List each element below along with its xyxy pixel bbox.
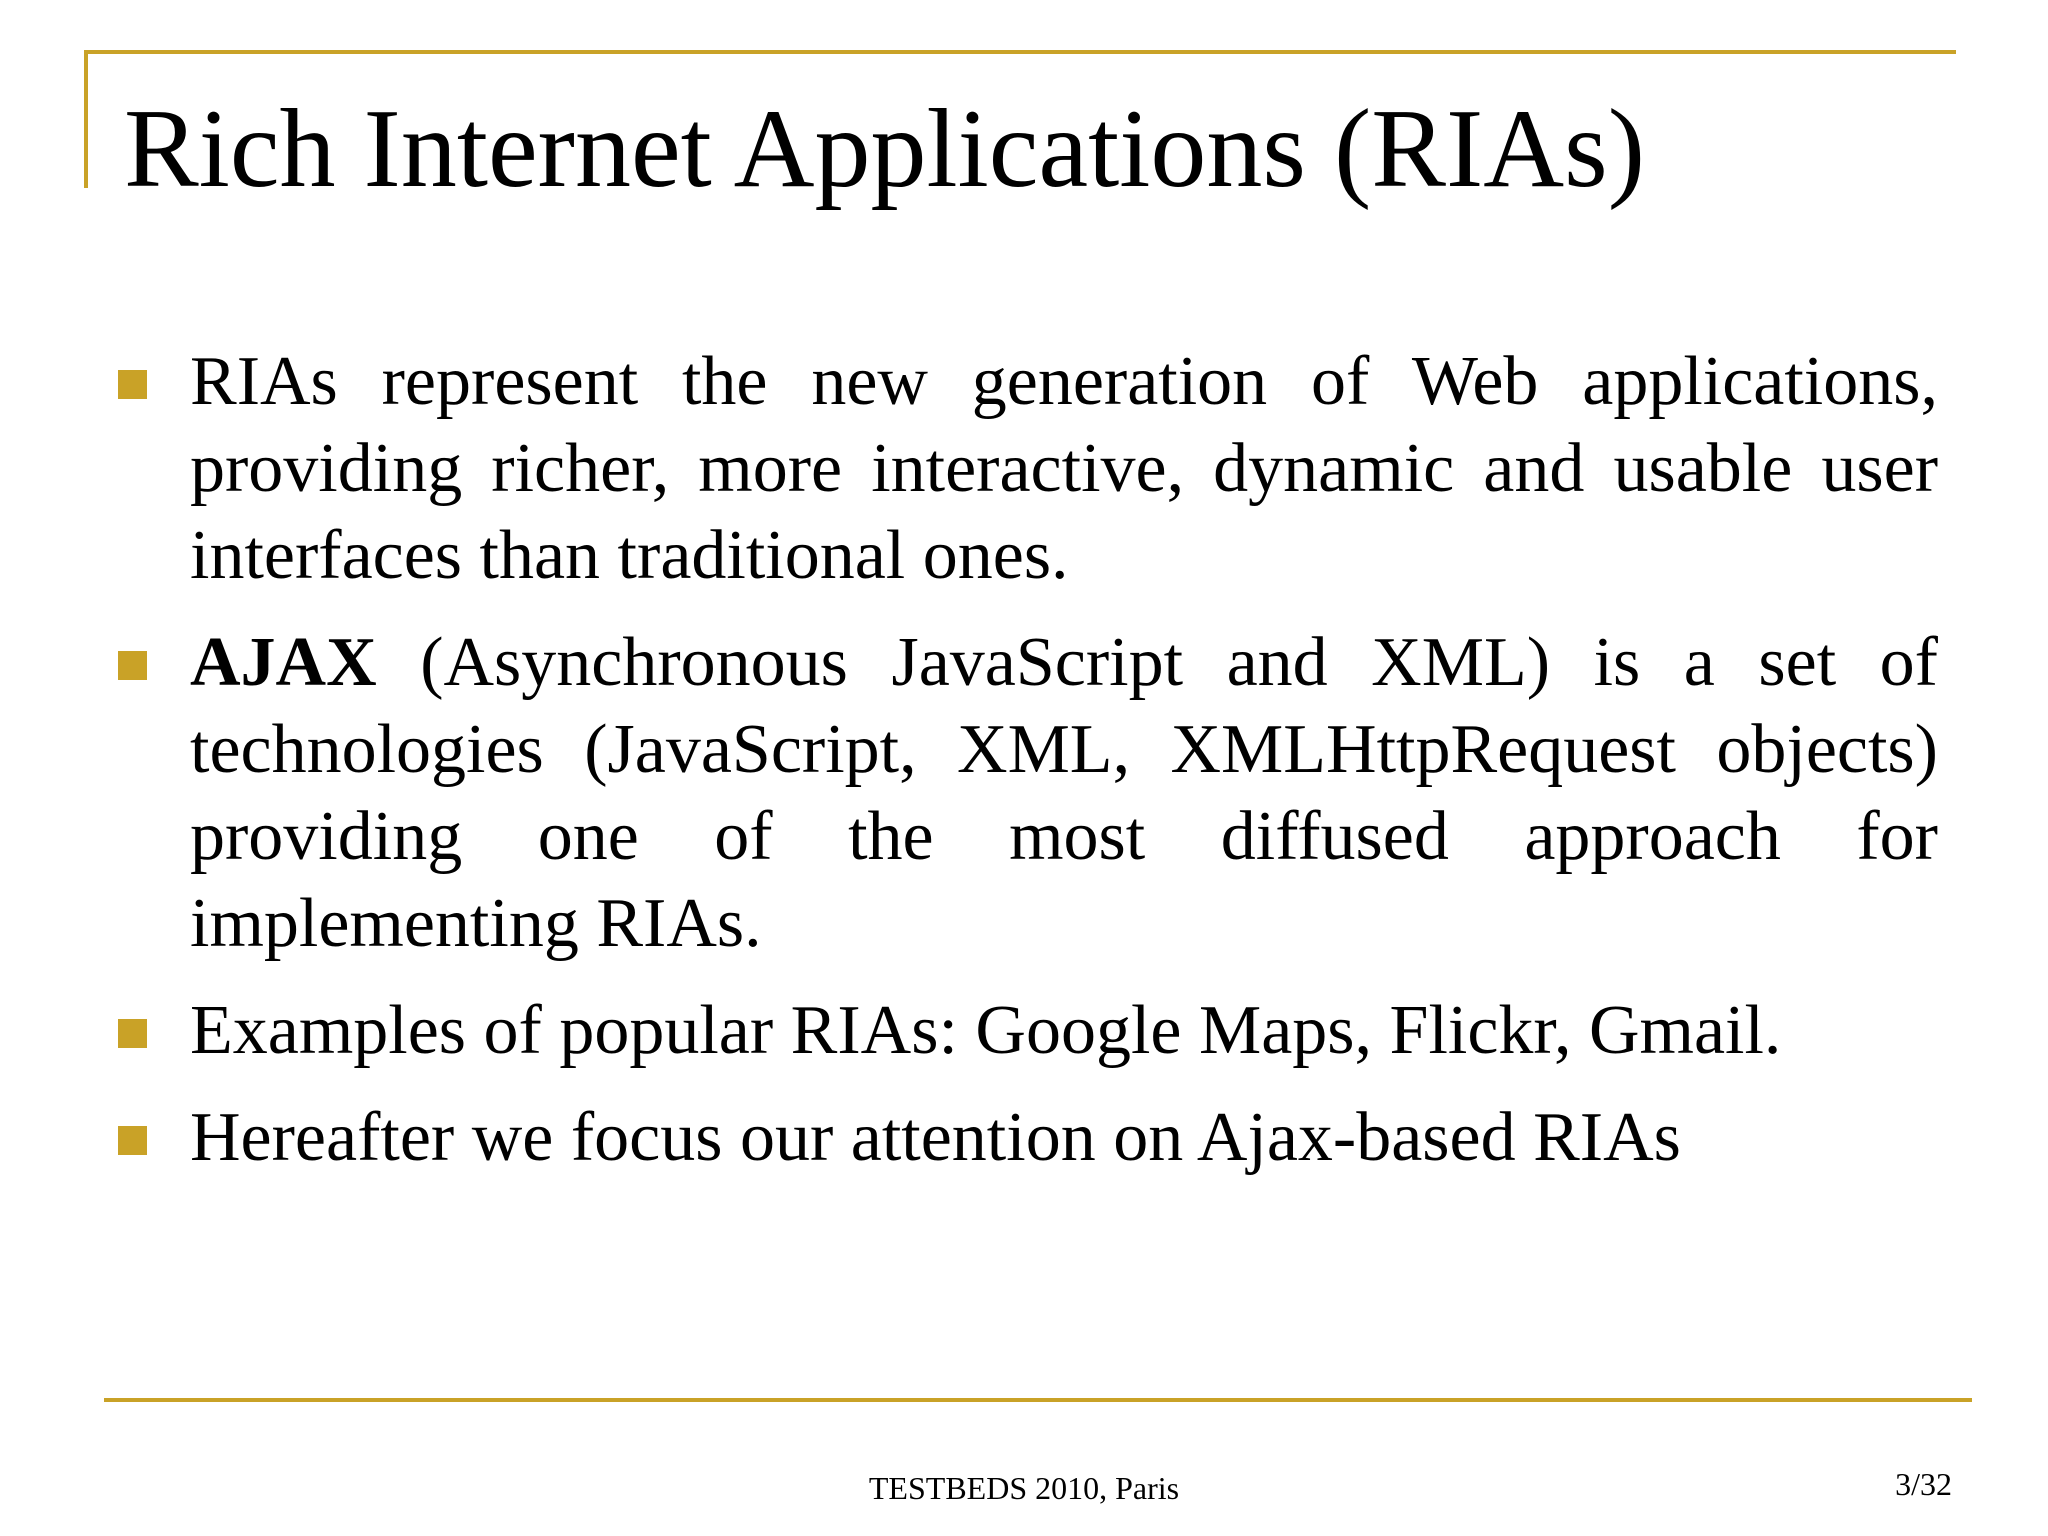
page-number: 3/32 — [1895, 1466, 1952, 1502]
square-bullet-icon — [118, 651, 147, 680]
bullet-text: Hereafter we focus our attention on Ajax-based RIAs — [190, 1099, 1681, 1176]
bullet-text: RIAs represent the new generation of Web applications, providing richer, more interactive, dynamic and usable user interfaces than traditional ones. — [190, 343, 1938, 594]
bullet-item — [118, 1094, 1938, 1181]
footer-text: TESTBEDS 2010, Paris — [868, 1470, 1180, 1506]
bullet-lead: AJAX — [190, 624, 377, 701]
square-bullet-icon — [118, 1126, 147, 1155]
bottom-rule — [104, 1398, 1972, 1402]
bullet-item — [118, 987, 1938, 1074]
top-rule — [84, 50, 1956, 54]
bullet-text: Examples of popular RIAs: Google Maps, Flickr, Gmail. — [190, 992, 1782, 1069]
square-bullet-icon — [118, 370, 147, 399]
square-bullet-icon — [118, 1019, 147, 1048]
bullet-item — [118, 619, 1938, 967]
bullet-list — [118, 338, 1938, 1201]
bullet-text: (Asynchronous JavaScript and XML) is a set of technologies (JavaScript, XML, XMLHttpRequest objects) providing one of the most diffused approach for implementing RIAs. — [190, 624, 1938, 962]
left-rule — [84, 50, 88, 188]
bullet-item — [118, 338, 1938, 599]
slide-title: Rich Internet Applications (RIAs) — [124, 87, 1646, 211]
